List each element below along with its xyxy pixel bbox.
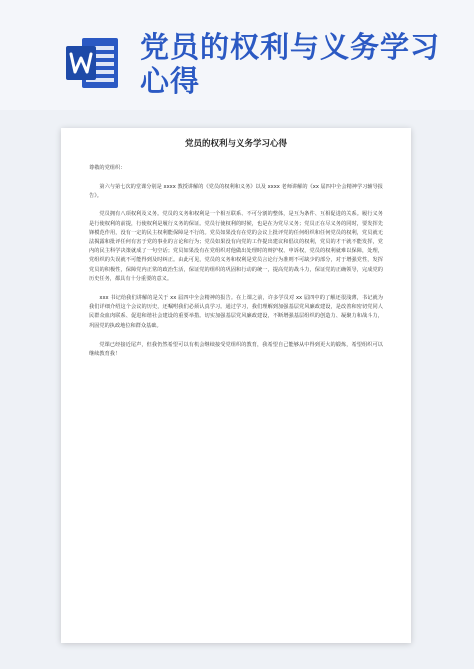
paragraph: xxx 书记给我们讲解的是关于 xx 届四中全会精神的报告。在上课之前，许多学员对 xx 届四中的了解还很浅薄，书记就为我们详细介绍这个会议的历史，还嘱咐我们必须认真学习。通过学习，我们理解到加强基层党风廉政建设，是改善和密切党同人民群众血肉联系、促进和谐社会建设的重要举措。切实加强基层党风廉政建设，不断增强基层组织的创造力、凝聚力和战斗力，巩固党的执政地位和群众基础。 [89, 295, 383, 329]
paragraph: 党课已经接近尾声，但我仍然希望可以有机会继续接受党组织的教育，我希望自己能够从中得到更大的锻炼，希望组织可以继续教育我！ [89, 341, 383, 358]
paragraph: 第六与第七次的堂课分别是 xxxx 教授讲解的《党员的权利和义务》以及 xxxx 老师讲解的《xx 届四中全会精神学习辅导报告》。 [89, 184, 383, 200]
salutation: 尊敬的党组织： [89, 165, 126, 171]
word-document-icon [64, 34, 122, 92]
banner [0, 0, 474, 110]
document-page [61, 128, 411, 643]
document-title: 党员的权利与义务学习心得 [184, 139, 287, 149]
paragraph: 党员拥有八项权利及义务。党员的义务和权利是一个相互联系、不可分割的整体，是互为条件、互相促进的关系。履行义务是行使权利的前提，行使权利是履行义务的保证。党员行使权利的时候，也是在为党尽义务；党员正在尽义务的同时，要发挥先锋模范作用，没有一定的民主权利能保障是不行的。党员如果没有在党的会议上批评党的任何组织和任何党员的权利，党员就无法揭露和批评任何有害于党的事业的言论和行为；党员如果没有向党的工作提出建议和倡议的权利，党员的才干就不能发挥，党内的民主科学决策就成了一句空话；党员如果没有在党组织对他做出处理时的辩护权、申诉权，党员的权利就难以保障，处理，党组织的失误就不可能得到及时纠正。由此可见，党员的义务和权利是党员言论行为准则不可缺少的部分，对于增强党性，发挥党员的积极性，保障党内正常的政治生活，保证党的组织的巩固和行动的统一，提高党的战斗力，保证党的正确领导，完成党的历史任务，都具有十分重要的意义。 [89, 211, 383, 282]
banner-title: 党员的权利与义务学习心得 [140, 30, 441, 98]
